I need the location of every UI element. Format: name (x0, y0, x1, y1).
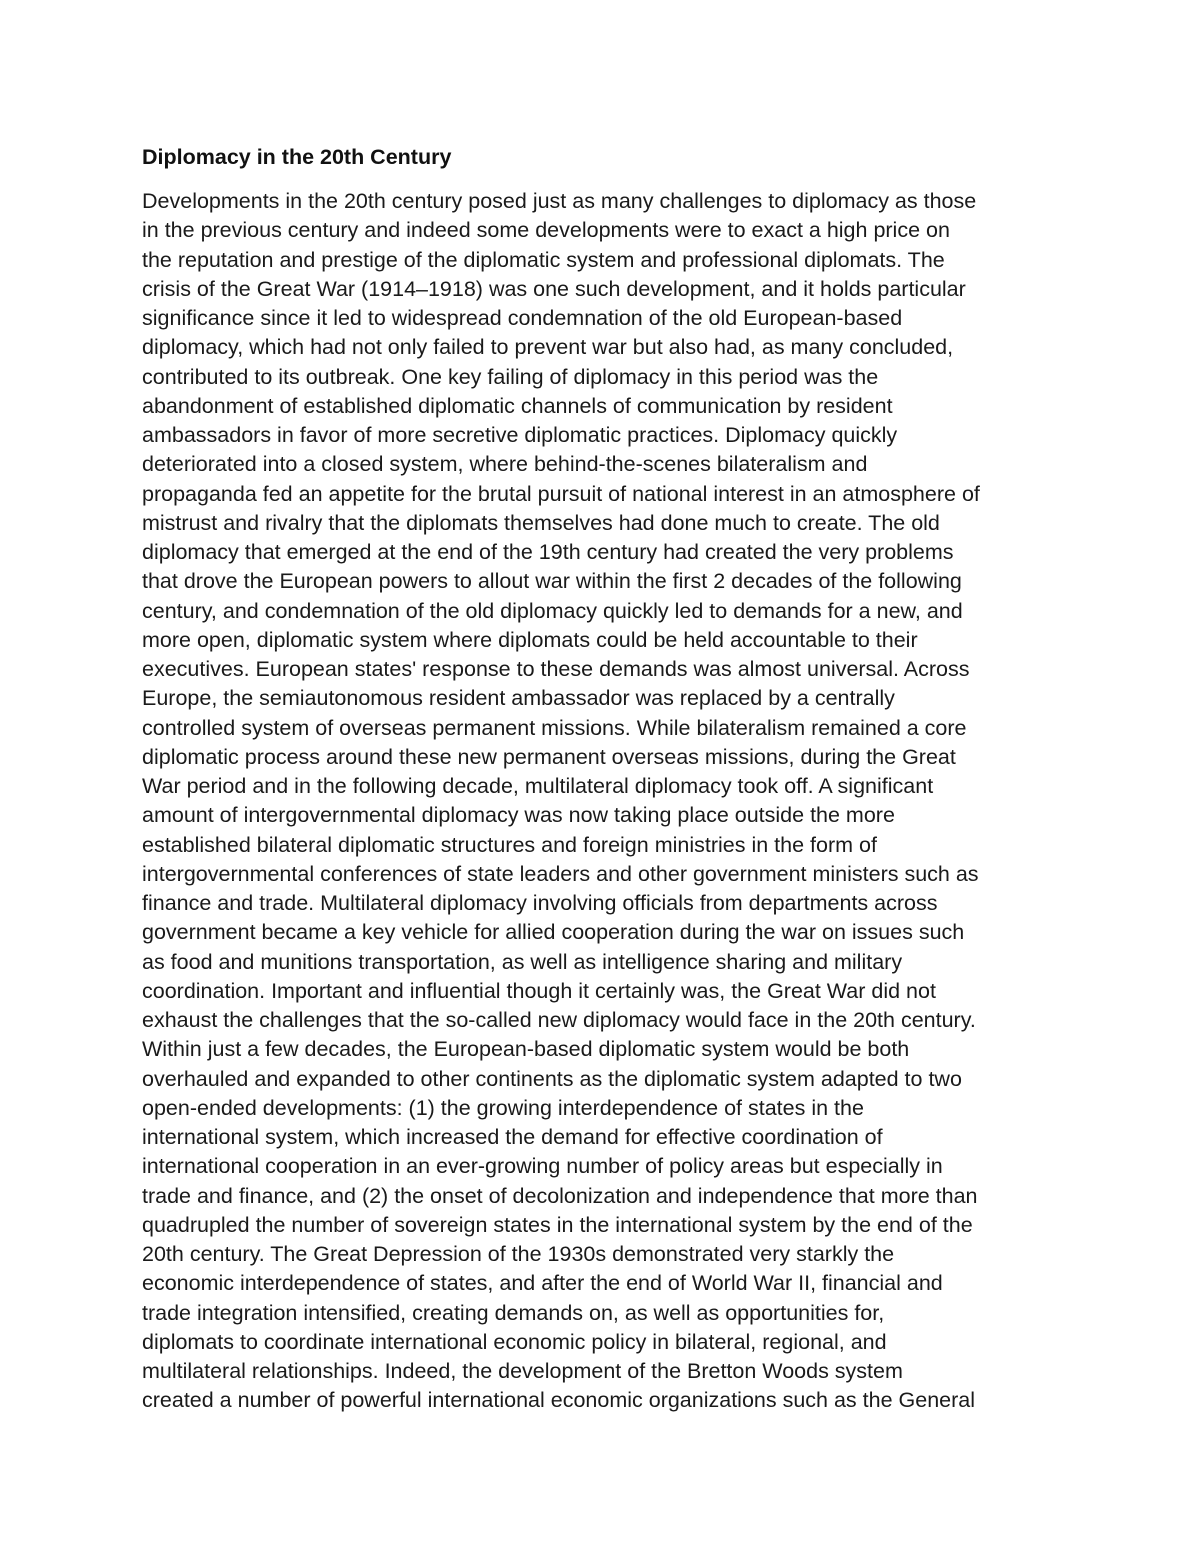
body-line: trade integration intensified, creating demands on, as well as opportunities for, (142, 1300, 885, 1325)
body-line: that drove the European powers to allout war within the first 2 decades of the following (142, 569, 962, 594)
body-line: multilateral relationships. Indeed, the development of the Bretton Woods system (142, 1359, 903, 1383)
body-line: diplomacy that emerged at the end of the 19th century had created the very problems (142, 540, 954, 564)
body-line: overhauled and expanded to other continents as the diplomatic system adapted to two (142, 1066, 962, 1091)
body-line: amount of intergovernmental diplomacy was now taking place outside the more (142, 803, 895, 828)
body-line: deteriorated into a closed system, where behind-the-scenes bilateralism and (142, 452, 868, 477)
body-line: executives. European states' response to these demands was almost universal. Across (142, 657, 970, 681)
body-line: as food and munitions transportation, as well as intelligence sharing and military (142, 949, 903, 974)
body-line: economic interdependence of states, and after the end of World War II, financial and (142, 1271, 943, 1296)
body-line: international cooperation in an ever-growing number of policy areas but especially in (142, 1154, 943, 1179)
body-line: significance since it led to widespread condemnation of the old European-based (142, 306, 903, 330)
body-line: diplomatic process around these new permanent overseas missions, during the Great (142, 744, 956, 769)
body-line: diplomats to coordinate international economic policy in bilateral, regional, and (142, 1329, 887, 1354)
body-line: in the previous century and indeed some developments were to exact a high price on (142, 218, 950, 243)
body-line: coordination. Important and influential though it certainly was, the Great War did not (142, 978, 936, 1003)
body-line: more open, diplomatic system where diplomats could be held accountable to their (142, 627, 918, 652)
body-line: century, and condemnation of the old diplomacy quickly led to demands for a new, and (142, 598, 963, 623)
body-line: quadrupled the number of sovereign states in the international system by the end of the (142, 1212, 973, 1237)
body-line: Developments in the 20th century posed just as many challenges to diplomacy as those (142, 189, 977, 213)
body-line: the reputation and prestige of the diplomatic system and professional diplomats. The (142, 247, 945, 272)
body-line: 20th century. The Great Depression of the 1930s demonstrated very starkly the (142, 1242, 895, 1266)
body-line: created a number of powerful international economic organizations such as the General (142, 1388, 976, 1413)
body-line: War period and in the following decade, multilateral diplomacy took off. A significant (142, 774, 934, 798)
document-title: Diplomacy in the 20th Century (142, 145, 452, 169)
body-line: propaganda fed an appetite for the brutal pursuit of national interest in an atmosphere of (142, 481, 980, 506)
body-line: Within just a few decades, the European-based diplomatic system would be both (142, 1037, 910, 1062)
body-line: Europe, the semiautonomous resident ambassador was replaced by a centrally (142, 686, 895, 711)
body-line: controlled system of overseas permanent missions. While bilateralism remained a core (142, 715, 967, 740)
body-line: trade and finance, and (2) the onset of decolonization and independence that more than (142, 1183, 978, 1208)
body-line: exhaust the challenges that the so-called new diplomacy would face in the 20th century. (142, 1008, 976, 1032)
body-line: crisis of the Great War (1914–1918) was one such development, and it holds particular (142, 276, 966, 301)
body-line: abandonment of established diplomatic channels of communication by resident (142, 393, 893, 418)
body-line: government became a key vehicle for allied cooperation during the war on issues such (142, 920, 965, 945)
body-line: international system, which increased the demand for effective coordination of (142, 1125, 883, 1149)
body-line: diplomacy, which had not only failed to prevent war but also had, as many concluded, (142, 335, 954, 360)
body-line: established bilateral diplomatic structures and foreign ministries in the form of (142, 832, 877, 857)
body-line: open-ended developments: (1) the growing interdependence of states in the (142, 1095, 864, 1120)
body-line: finance and trade. Multilateral diplomacy involving officials from departments across (142, 891, 938, 915)
document-body (142, 187, 1102, 1416)
body-line: ambassadors in favor of more secretive diplomatic practices. Diplomacy quickly (142, 423, 898, 447)
body-line: contributed to its outbreak. One key failing of diplomacy in this period was the (142, 364, 879, 389)
body-line: intergovernmental conferences of state leaders and other government ministers such as (142, 861, 979, 886)
body-line: mistrust and rivalry that the diplomats themselves had done much to create. The old (142, 510, 940, 535)
